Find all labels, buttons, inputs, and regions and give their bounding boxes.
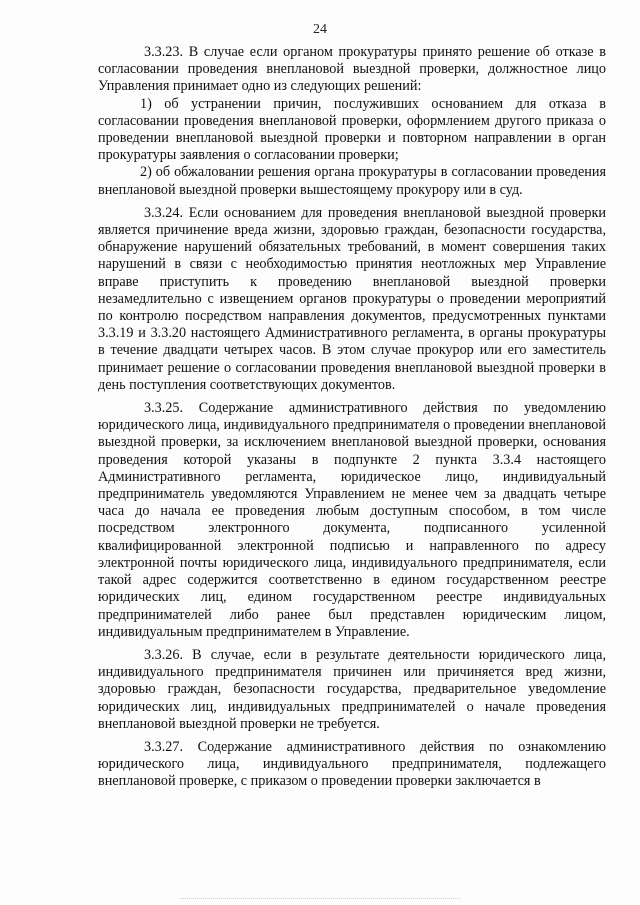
paragraph-option-2: 2) об обжаловании решения органа прокуратуры в согласовании проведения внеплановой выездной проверки вышестоящему прокурору или в суд. xyxy=(98,164,606,198)
paragraph-3-3-23: 3.3.23. В случае если органом прокуратуры принято решение об отказе в согласовании проведения внеплановой выездной проверки, должностное лицо Управления принимает одно из следующих решений: xyxy=(98,44,606,95)
page-number: 24 xyxy=(313,22,327,37)
paragraph-option-1: 1) об устранении причин, послуживших основанием для отказа в согласовании проведения внеплановой проверки, оформлением другого приказа о проведении внеплановой выездной проверки и повторном направлении в орган прокуратуры заявления о согласовании проверки; xyxy=(98,95,606,164)
paragraph-3-3-27: 3.3.27. Содержание административного действия по ознакомлению юридического лица, индивидуального предпринимателя, подлежащего внеплановой проверке, с приказом о проведении проверки заключается в xyxy=(98,738,606,790)
paragraph-3-3-26: 3.3.26. В случае, если в результате деятельности юридического лица, индивидуального предпринимателя причинен или причиняется вред жизни, здоровью граждан, безопасности государства, предварительное уведомление юридических лиц, индивидуальных предпринимателей о начале проведения внеплановой выездной проверки не требуется. xyxy=(98,646,606,732)
scan-artifact-divider xyxy=(180,896,460,899)
paragraph-3-3-24: 3.3.24. Если основанием для проведения внеплановой выездной проверки является причинение вреда жизни, здоровью граждан, безопасности государства, обнаружение нарушений обязательных требований, в момент совершения таких нарушений в связи с необходимостью принятия неотложных мер Управление вправе приступить к проведению внеплановой выездной проверки незамедлительно с извещением органов прокуратуры о проведении мероприятий по контролю посредством направления документов, предусмотренных пунктами 3.3.19 и 3.3.20 настоящего Административного регламента, в органы прокуратуры в течение двадцати четырех часов. В этом случае прокурор или его заместитель принимает решение о согласовании проведения внеплановой выездной проверки в день поступления соответствующих документов. xyxy=(98,204,606,393)
paragraph-3-3-25: 3.3.25. Содержание административного действия по уведомлению юридического лица, индивидуального предпринимателя о проведении внеплановой выездной проверки, за исключением внеплановой выездной проверки, основания проведения которой указаны в подпункте 2 пункта 3.3.4 настоящего Административного регламента, юридическое лицо, индивидуальный предприниматель уведомляются Управлением не менее чем за двадцать четыре часа до начала ее проведения любым доступным способом, в том числе посредством электронного документа, подписанного усиленной квалифицированной электронной подписью и направленного по адресу электронной почты юридического лица, индивидуального предпринимателя, если такой адрес содержится соответственно в едином государственном реестре юридических лиц, едином государственном реестре индивидуальных предпринимателей либо ранее был представлен юридическим лицом, индивидуальным предпринимателем в Управление. xyxy=(98,400,606,640)
document-body xyxy=(98,44,606,791)
